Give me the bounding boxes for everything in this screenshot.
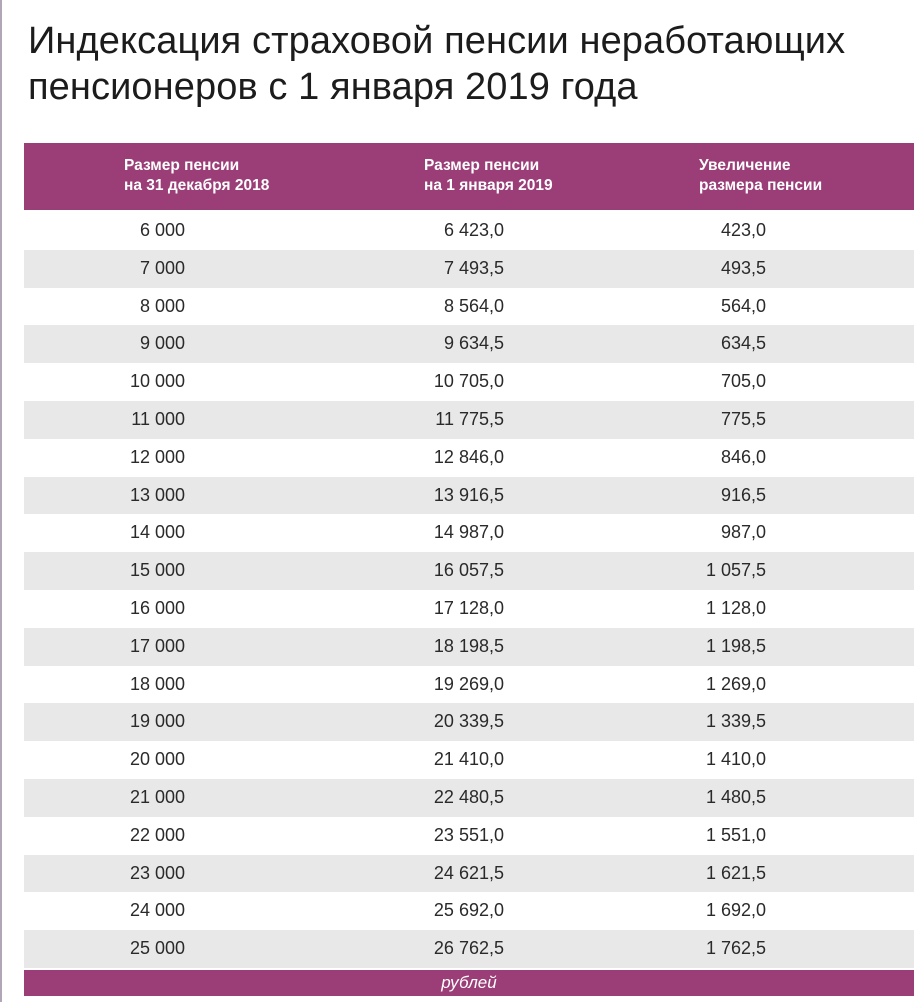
cell-pension-dec-2018: 17 000: [129, 635, 185, 656]
cell-pension-increase: 1 480,5: [705, 786, 766, 807]
cell-pension-dec-2018: 19 000: [129, 711, 185, 732]
table-row: [24, 628, 914, 666]
table-row: [24, 590, 914, 628]
header-cell-line: на 1 января 2019: [424, 177, 553, 194]
page-title: [28, 18, 908, 110]
header-cell-line: Увеличение: [699, 157, 791, 174]
left-border: [0, 0, 2, 1002]
cell-pension-increase: 493,5: [720, 257, 766, 278]
cell-pension-dec-2018: 13 000: [129, 484, 185, 505]
cell-pension-dec-2018: 23 000: [129, 862, 185, 883]
table-row: [24, 212, 914, 250]
cell-pension-dec-2018: 21 000: [129, 786, 185, 807]
table-row: [24, 477, 914, 515]
cell-pension-jan-2019: 19 269,0: [433, 673, 504, 694]
table-row: [24, 930, 914, 968]
header-cell-line: размера пенсии: [699, 177, 823, 194]
table-row: [24, 363, 914, 401]
table-header: [24, 143, 914, 210]
header-pension-jan-2019: [424, 156, 553, 196]
table-row: [24, 703, 914, 741]
cell-pension-jan-2019: 26 762,5: [433, 938, 504, 959]
table-row: [24, 817, 914, 855]
cell-pension-jan-2019: 20 339,5: [433, 711, 504, 732]
title-line-1: Индексация страховой пенсии неработающих: [28, 20, 846, 62]
cell-pension-dec-2018: 12 000: [129, 446, 185, 467]
title-line-2: пенсионеров с 1 января 2019 года: [28, 66, 638, 108]
cell-pension-jan-2019: 6 423,0: [443, 220, 504, 240]
cell-pension-increase: 1 621,5: [705, 862, 766, 883]
table-row: [24, 779, 914, 817]
cell-pension-dec-2018: 7 000: [139, 257, 185, 278]
cell-pension-jan-2019: 25 692,0: [433, 900, 504, 921]
cell-pension-dec-2018: 24 000: [129, 900, 185, 921]
header-pension-increase: [699, 156, 822, 196]
cell-pension-jan-2019: 9 634,5: [443, 333, 504, 354]
cell-pension-jan-2019: 18 198,5: [433, 635, 504, 656]
cell-pension-jan-2019: 8 564,0: [443, 295, 504, 316]
cell-pension-dec-2018: 15 000: [129, 560, 185, 581]
cell-pension-dec-2018: 16 000: [129, 597, 185, 618]
cell-pension-increase: 1 057,5: [705, 560, 766, 581]
cell-pension-increase: 987,0: [720, 522, 766, 543]
cell-pension-jan-2019: 21 410,0: [433, 749, 504, 770]
cell-pension-jan-2019: 11 775,5: [435, 408, 504, 429]
table-row: [24, 892, 914, 930]
table-row: [24, 666, 914, 704]
cell-pension-increase: 1 762,5: [705, 938, 766, 959]
header-cell-line: Размер пенсии: [124, 157, 240, 174]
table-footer-units: рублей: [24, 970, 914, 996]
cell-pension-jan-2019: 17 128,0: [433, 597, 504, 618]
cell-pension-dec-2018: 9 000: [139, 333, 185, 354]
cell-pension-increase: 705,0: [720, 371, 766, 392]
table-row: [24, 552, 914, 590]
cell-pension-jan-2019: 24 621,5: [433, 862, 504, 883]
table-body: [24, 212, 914, 968]
cell-pension-increase: 775,5: [720, 408, 766, 429]
cell-pension-dec-2018: 14 000: [129, 522, 185, 543]
cell-pension-increase: 1 269,0: [705, 673, 766, 694]
table-row: [24, 325, 914, 363]
cell-pension-dec-2018: 20 000: [129, 749, 185, 770]
table-row: [24, 250, 914, 288]
cell-pension-increase: 1 410,0: [705, 749, 766, 770]
cell-pension-increase: 423,0: [720, 220, 766, 240]
cell-pension-jan-2019: 13 916,5: [433, 484, 504, 505]
cell-pension-jan-2019: 16 057,5: [433, 560, 504, 581]
cell-pension-increase: 846,0: [720, 446, 766, 467]
cell-pension-increase: 916,5: [720, 484, 766, 505]
cell-pension-jan-2019: 22 480,5: [433, 786, 504, 807]
cell-pension-jan-2019: 10 705,0: [433, 371, 504, 392]
cell-pension-dec-2018: 8 000: [139, 295, 185, 316]
header-pension-dec-2018: [124, 156, 269, 196]
table-row: [24, 401, 914, 439]
table-row: [24, 514, 914, 552]
cell-pension-increase: 1 198,5: [705, 635, 766, 656]
cell-pension-increase: 564,0: [720, 295, 766, 316]
table-row: [24, 288, 914, 326]
header-cell-line: Размер пенсии: [424, 157, 540, 174]
cell-pension-dec-2018: 10 000: [129, 371, 185, 392]
cell-pension-increase: 1 692,0: [705, 900, 766, 921]
cell-pension-dec-2018: 6 000: [139, 220, 185, 240]
cell-pension-dec-2018: 25 000: [129, 938, 185, 959]
cell-pension-jan-2019: 7 493,5: [443, 257, 504, 278]
table-row: [24, 855, 914, 893]
cell-pension-jan-2019: 12 846,0: [433, 446, 504, 467]
table-row: [24, 439, 914, 477]
cell-pension-dec-2018: 11 000: [131, 408, 185, 429]
table-row: [24, 741, 914, 779]
cell-pension-dec-2018: 22 000: [129, 824, 185, 845]
header-cell-line: на 31 декабря 2018: [124, 177, 270, 194]
cell-pension-dec-2018: 18 000: [129, 673, 185, 694]
cell-pension-increase: 1 128,0: [705, 597, 766, 618]
cell-pension-jan-2019: 14 987,0: [433, 522, 504, 543]
cell-pension-increase: 634,5: [720, 333, 766, 354]
cell-pension-increase: 1 339,5: [705, 711, 766, 732]
cell-pension-jan-2019: 23 551,0: [433, 824, 504, 845]
cell-pension-increase: 1 551,0: [705, 824, 766, 845]
